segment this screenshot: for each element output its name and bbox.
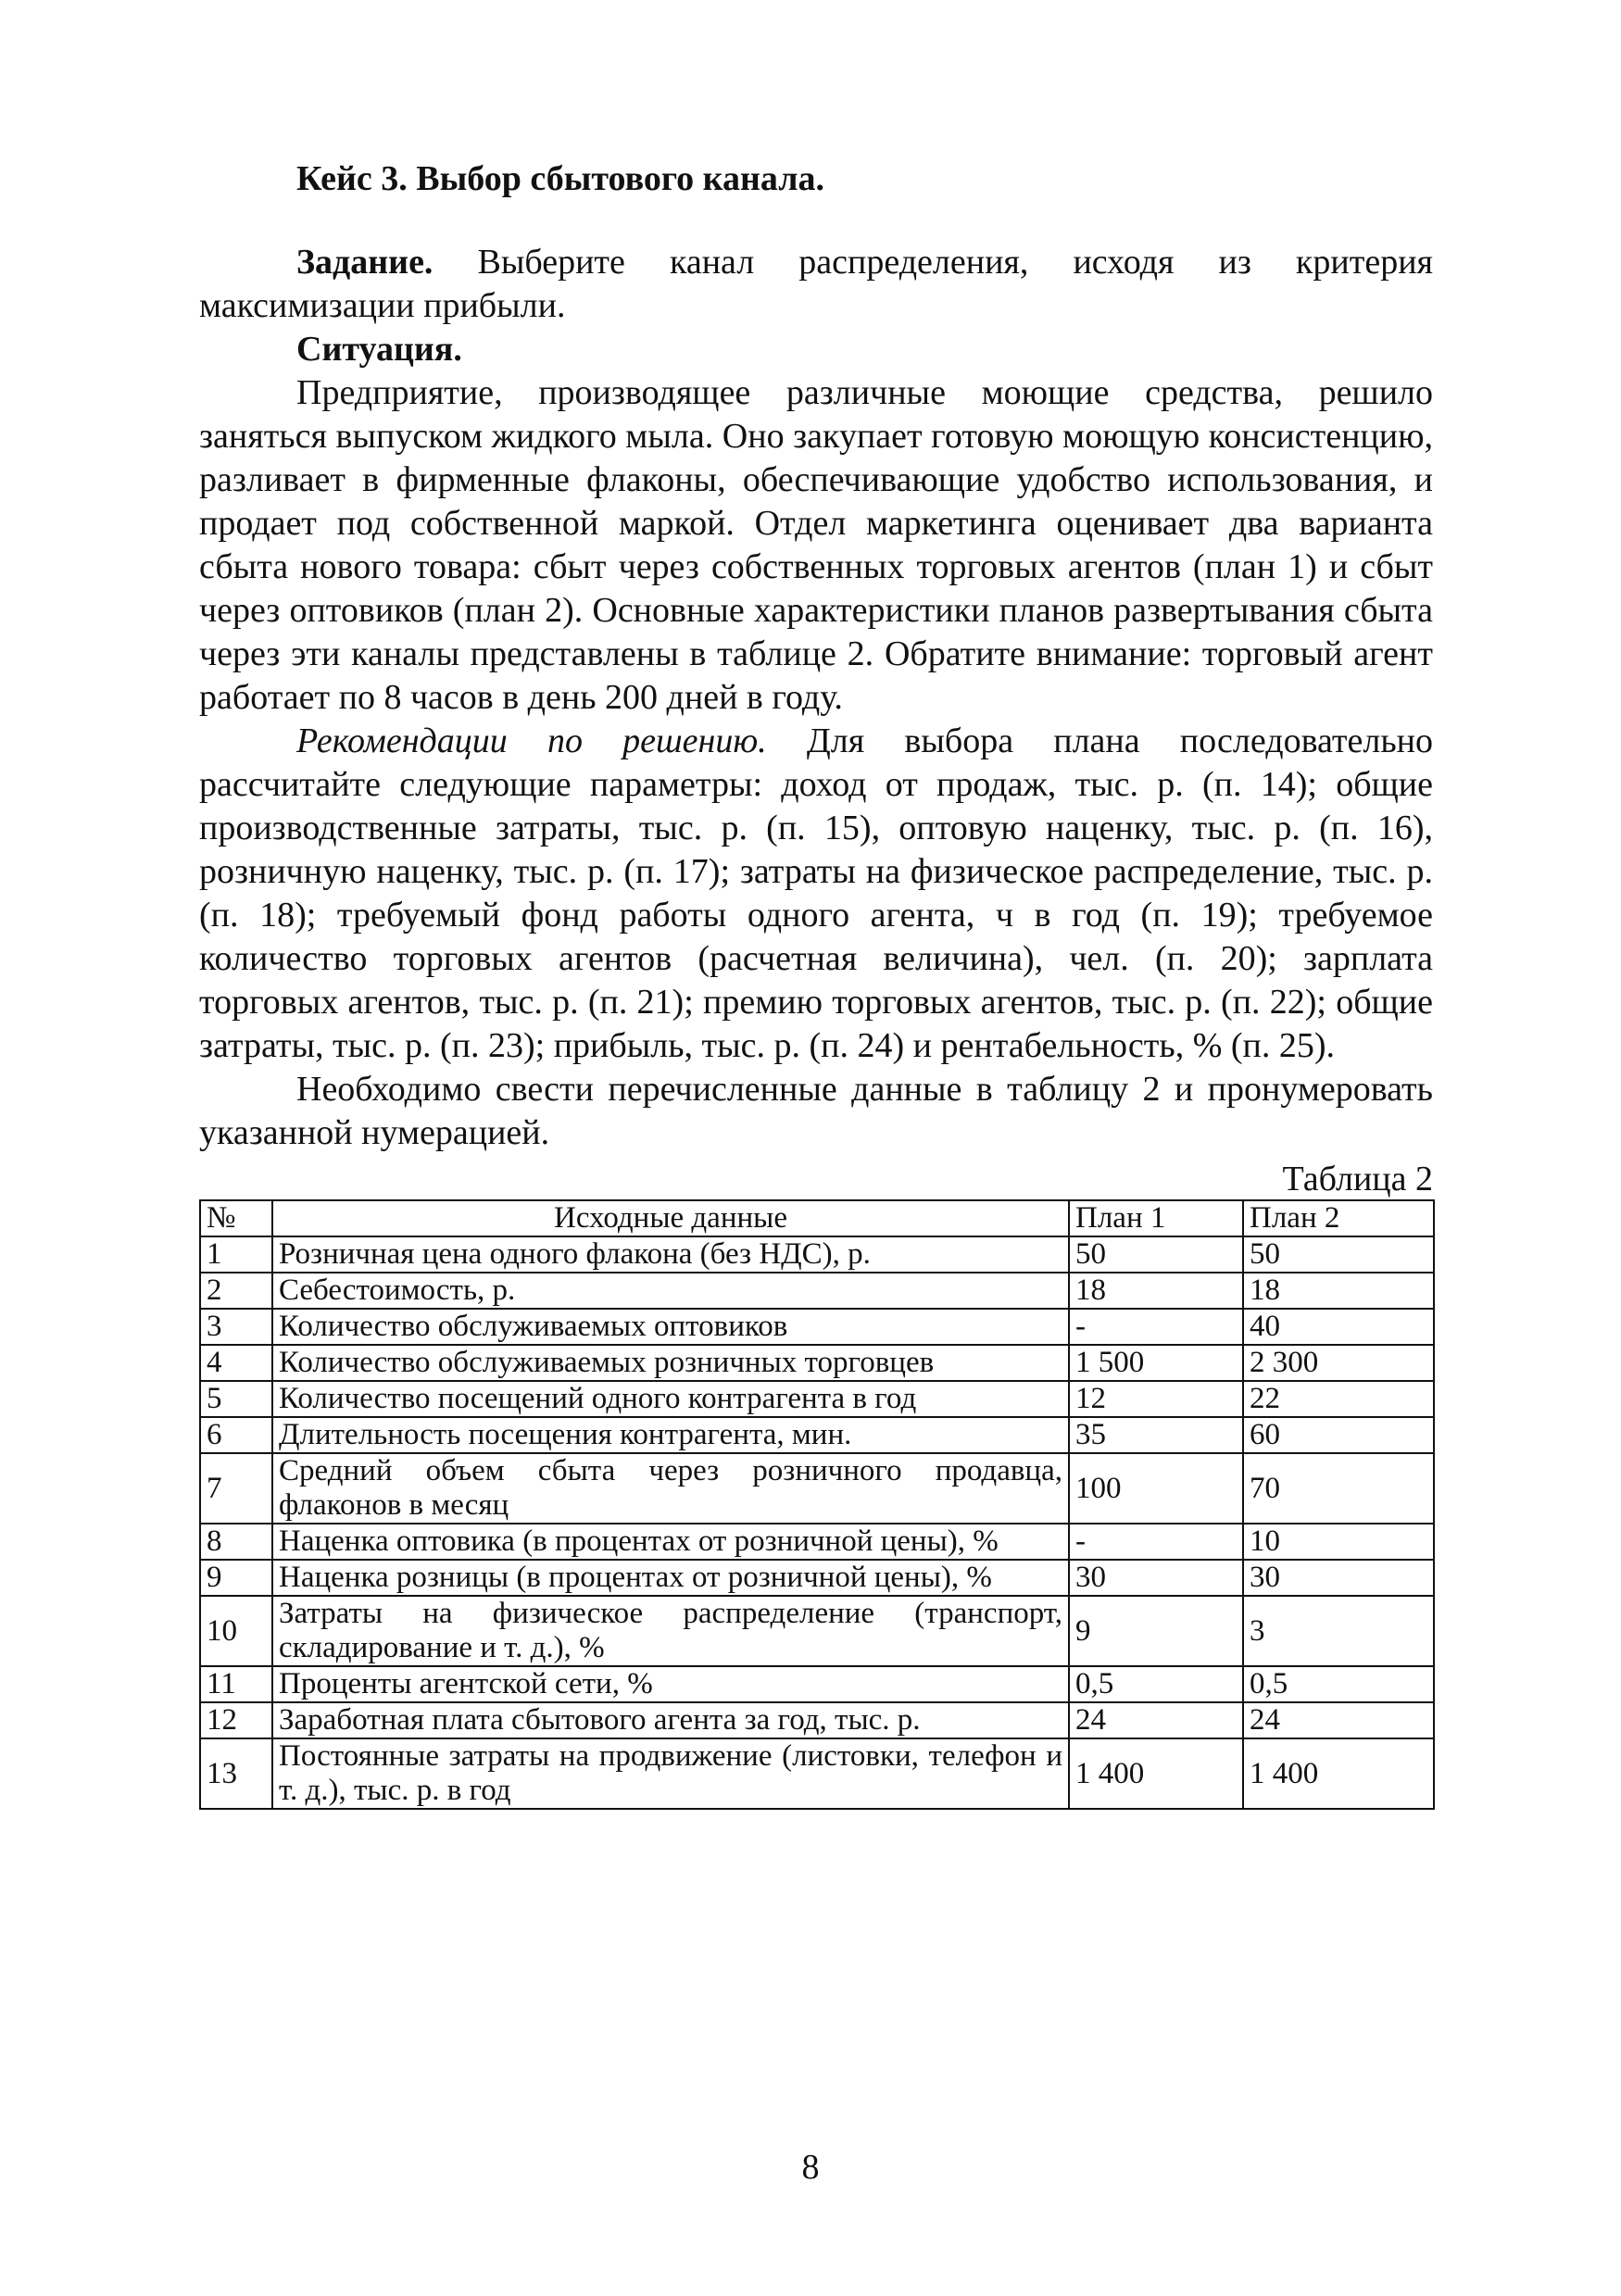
case-title: Кейс 3. Выбор сбытового канала. xyxy=(296,159,825,198)
row-item: Количество обслуживаемых оптовиков xyxy=(272,1309,1069,1345)
header-num: № xyxy=(200,1200,272,1236)
row-num: 7 xyxy=(200,1453,272,1524)
row-plan1: 35 xyxy=(1069,1417,1243,1453)
row-num: 13 xyxy=(200,1738,272,1809)
row-plan2: 40 xyxy=(1243,1309,1434,1345)
table-row xyxy=(200,1273,1434,1309)
row-num: 10 xyxy=(200,1596,272,1666)
row-plan2: 0,5 xyxy=(1243,1666,1434,1702)
source-data-table xyxy=(199,1199,1435,1810)
row-plan2: 3 xyxy=(1243,1596,1434,1666)
situation-label: Ситуация. xyxy=(296,330,462,369)
page-number: 8 xyxy=(801,2148,820,2187)
table-row xyxy=(200,1345,1434,1381)
row-plan1: 1 500 xyxy=(1069,1345,1243,1381)
row-plan2: 18 xyxy=(1243,1273,1434,1309)
table-row xyxy=(200,1666,1434,1702)
task-text: Выберите канал распределения, исходя из критерия максимизации прибыли. xyxy=(199,243,1434,325)
instruction-paragraph: Необходимо свести перечисленные данные в таблицу 2 и пронумеровать указанной нумерацией. xyxy=(199,1070,1433,1152)
row-item: Розничная цена одного флакона (без НДС), р. xyxy=(272,1236,1069,1273)
recommendations-text: Для выбора плана последовательно рассчитайте следующие параметры: доход от продаж, тыс. р. (п. 14); общие производственные затраты, тыс. р. (п. 15), оптовую наценку, тыс. р. (п. 16), розничную наценку, тыс. р. (п. 17); затраты на физическое распределение, тыс. р. (п. 18); требуемый фонд работы одного агента, ч в год (п. 19); требуемое количество торговых агентов (расчетная величина), чел. (п. 20); зарплата торговых агентов, тыс. р. (п. 21); премию торговых агентов, тыс. р. (п. 22); общие затраты, тыс. р. (п. 23); прибыль, тыс. р. (п. 24) и рентабельность, % (п. 25). xyxy=(199,721,1434,1065)
row-plan2: 22 xyxy=(1243,1381,1434,1417)
row-plan2: 1 400 xyxy=(1243,1738,1434,1809)
table-row xyxy=(200,1702,1434,1738)
table-row xyxy=(200,1560,1434,1596)
document-page xyxy=(199,157,1433,1810)
row-num: 9 xyxy=(200,1560,272,1596)
recommendations-paragraph xyxy=(199,720,1433,1068)
row-plan1: 50 xyxy=(1069,1236,1243,1273)
table-row xyxy=(200,1738,1434,1809)
table-header-row xyxy=(200,1200,1434,1236)
row-num: 4 xyxy=(200,1345,272,1381)
row-plan1: 24 xyxy=(1069,1702,1243,1738)
header-plan2: План 2 xyxy=(1243,1200,1434,1236)
row-item: Количество посещений одного контрагента в год xyxy=(272,1381,1069,1417)
situation-text: Предприятие, производящее различные моющие средства, решило заняться выпуском жидкого мыла. Оно закупает готовую моющую консистенцию, разливает в фирменные флаконы, обеспечивающие удобство использования, и продает под собственной маркой. Отдел маркетинга оценивает два варианта сбыта нового товара: сбыт через собственных торговых агентов (план 1) и сбыт через оптовиков (план 2). Основные характеристики планов развертывания сбыта через эти каналы представлены в таблице 2. Обратите внимание: торговый агент работает по 8 часов в день 200 дней в году. xyxy=(199,373,1433,717)
row-plan1: 18 xyxy=(1069,1273,1243,1309)
row-plan1: 0,5 xyxy=(1069,1666,1243,1702)
row-item: Длительность посещения контрагента, мин. xyxy=(272,1417,1069,1453)
task-label: Задание. xyxy=(296,243,434,282)
row-num: 2 xyxy=(200,1273,272,1309)
row-plan1: 1 400 xyxy=(1069,1738,1243,1809)
header-item: Исходные данные xyxy=(272,1200,1069,1236)
row-plan1: - xyxy=(1069,1524,1243,1560)
row-plan1: 12 xyxy=(1069,1381,1243,1417)
row-num: 5 xyxy=(200,1381,272,1417)
row-item: Постоянные затраты на продвижение (листовки, телефон и т. д.), тыс. р. в год xyxy=(272,1738,1069,1809)
row-plan2: 2 300 xyxy=(1243,1345,1434,1381)
row-plan1: - xyxy=(1069,1309,1243,1345)
row-num: 6 xyxy=(200,1417,272,1453)
recommendations-label: Рекомендации по решению. xyxy=(296,721,767,760)
row-num: 11 xyxy=(200,1666,272,1702)
row-plan1: 9 xyxy=(1069,1596,1243,1666)
row-plan2: 70 xyxy=(1243,1453,1434,1524)
row-item: Заработная плата сбытового агента за год, тыс. р. xyxy=(272,1702,1069,1738)
table-row xyxy=(200,1596,1434,1666)
row-item: Наценка розницы (в процентах от розничной цены), % xyxy=(272,1560,1069,1596)
row-item: Количество обслуживаемых розничных торговцев xyxy=(272,1345,1069,1381)
row-plan2: 24 xyxy=(1243,1702,1434,1738)
row-item: Наценка оптовика (в процентах от розничной цены), % xyxy=(272,1524,1069,1560)
row-plan1: 30 xyxy=(1069,1560,1243,1596)
table-caption: Таблица 2 xyxy=(1282,1160,1433,1198)
table-row xyxy=(200,1236,1434,1273)
row-item: Средний объем сбыта через розничного продавца, флаконов в месяц xyxy=(272,1453,1069,1524)
row-num: 8 xyxy=(200,1524,272,1560)
row-plan2: 60 xyxy=(1243,1417,1434,1453)
row-item: Затраты на физическое распределение (транспорт, складирование и т. д.), % xyxy=(272,1596,1069,1666)
row-item: Себестоимость, р. xyxy=(272,1273,1069,1309)
row-plan2: 10 xyxy=(1243,1524,1434,1560)
row-num: 1 xyxy=(200,1236,272,1273)
table-row xyxy=(200,1417,1434,1453)
table-row xyxy=(200,1524,1434,1560)
row-num: 12 xyxy=(200,1702,272,1738)
row-plan1: 100 xyxy=(1069,1453,1243,1524)
table-row xyxy=(200,1309,1434,1345)
table-row xyxy=(200,1381,1434,1417)
row-num: 3 xyxy=(200,1309,272,1345)
row-item: Проценты агентской сети, % xyxy=(272,1666,1069,1702)
task-paragraph xyxy=(199,241,1433,328)
header-plan1: План 1 xyxy=(1069,1200,1243,1236)
table-row xyxy=(200,1453,1434,1524)
row-plan2: 30 xyxy=(1243,1560,1434,1596)
row-plan2: 50 xyxy=(1243,1236,1434,1273)
